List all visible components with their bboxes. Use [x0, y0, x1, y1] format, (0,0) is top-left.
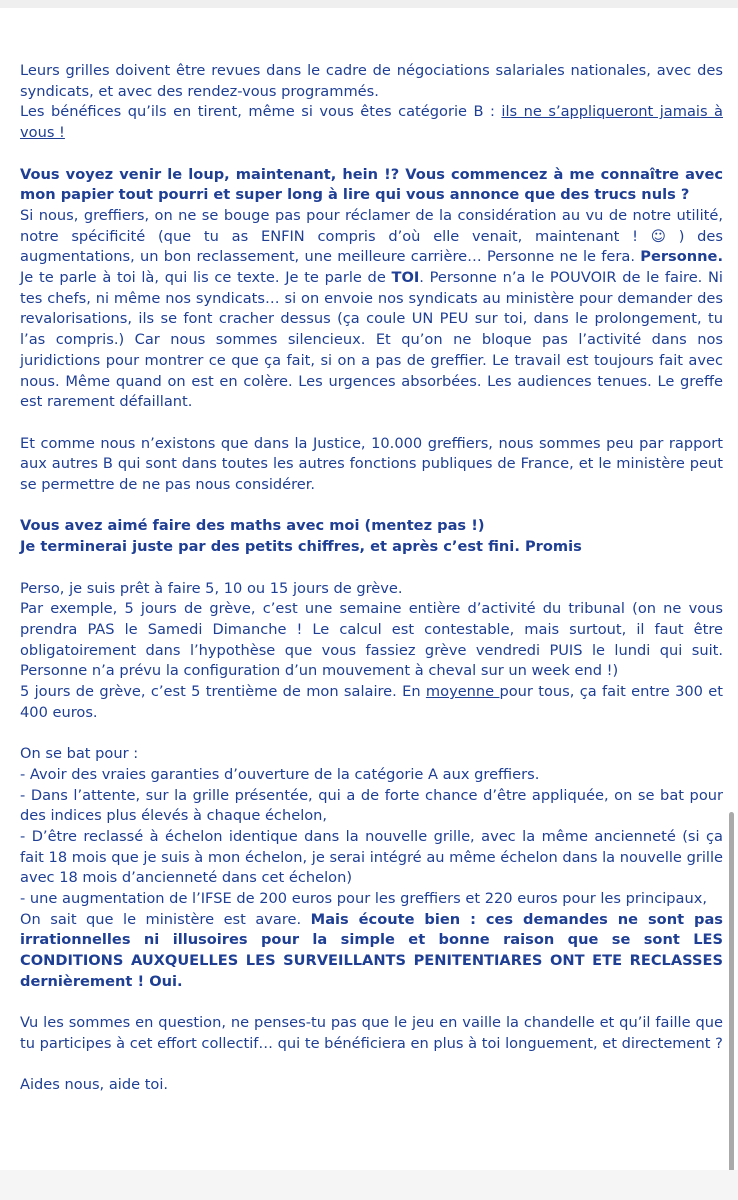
paragraph-justice: Et comme nous n’existons que dans la Justice, 10.000 greffiers, nous sommes peu par rapport aux autres B qui sont dans toutes les autres fonctions publiques de France, et le ministère peut se permettre de ne pas nous considérer.	[20, 434, 723, 494]
paragraph-maths	[20, 516, 723, 557]
paragraph-greve-line-2: Par exemple, 5 jours de grève, c’est une semaine entière d’activité du tribunal (on ne vous prendra PAS le Samedi Dimanche ! Le calcul est contestable, mais surtout, il faut être obligatoirement dans l’hypothèse que vous fassiez grève vendredi PUIS le lundi qui suit. Personne n’a prévu la configuration d’un mouvement à cheval sur un week end !)	[20, 600, 723, 680]
vertical-scrollbar[interactable]	[729, 812, 734, 1200]
paragraph-grilles-underlined: ils ne s’appliqueront jamais à vous !	[20, 103, 723, 142]
paragraph-loup-heading: Vous voyez venir le loup, maintenant, hein !? Vous commencez à me connaître avec mon papier tout pourri et super long à lire qui vous annonce que des trucs nuls ?	[20, 165, 723, 204]
paragraph-loup-bold-personne: Personne.	[640, 248, 723, 266]
revendications-item-3: - D’être reclassé à échelon identique dans la nouvelle grille, avec la même ancienneté (si ça fait 18 mois que je suis à mon échelon, je serai intégré au même échelon dans la nouvelle grille avec 18 mois d’ancienneté dans cet échelon)	[20, 827, 723, 887]
document-body	[20, 61, 723, 1117]
paragraph-final: Aides nous, aide toi.	[20, 1076, 169, 1094]
revendications-intro: On se bat pour :	[20, 745, 139, 763]
paragraph-greve-underlined: moyenne	[425, 683, 500, 701]
paragraph-greve-line-3	[20, 682, 723, 723]
paragraph-loup	[20, 165, 723, 413]
paragraph-loup-text-1: Si nous, greffiers, on ne se bouge pas pour réclamer de la considération au vu de notre utilité, notre spécificité (que tu as ENFIN compris d’où elle venait, maintenant ! ☺ ) des augmentations, un bon reclassement, une meilleure carrière… Personne ne le fera.	[20, 206, 723, 266]
paragraph-grilles-prefix: Les bénéfices qu’ils en tirent, même si vous êtes catégorie B :	[20, 103, 502, 121]
paragraph-maths-line-1: Vous avez aimé faire des maths avec moi (mentez pas !)	[20, 517, 485, 535]
paragraph-loup-text-3: . Personne n’a le POUVOIR de le faire. Ni tes chefs, ni même nos syndicats… si on envoie nos syndicats au ministère pour demander des revalorisations, ils se font cracher dessus (ça coule UN PEU sur toi, dans le prolongement, tu l’as compris.) Car nous sommes silencieux. Et qu’on ne bloque pas l’activité dans nos juridictions pour montrer ce que ça fait, si on a pas de greffier. Le travail est toujours fait avec nous. Même quand on est en colère. Les urgences absorbées. Les audiences tenues. Le greffe est rarement défaillant.	[20, 269, 723, 411]
paragraph-chandelle: Vu les sommes en question, ne penses-tu pas que le jeu en vaille la chandelle et qu’il faille que tu participes à cet effort collectif… qui te bénéficiera en plus à toi longuement, et directement ?	[20, 1014, 723, 1052]
revendications-conclusion-bold: Mais écoute bien : ces demandes ne sont pas irrationnelles ni illusoires pour la simple et bonne raison que se sont LES CONDITIONS AUXQUELLES LES SURVEILLANTS PENITENTIARES ONT ETE RECLASSES dernièrement ! Oui.	[20, 910, 723, 990]
top-edge	[0, 0, 738, 8]
revendications-item-1: - Avoir des vraies garanties d’ouverture de la catégorie A aux greffiers.	[20, 765, 540, 783]
paragraph-greve-prefix: 5 jours de grève, c’est 5 trentième de mon salaire. En	[20, 683, 426, 701]
paragraph-greve	[20, 579, 723, 724]
paragraph-grilles-line-1: Leurs grilles doivent être revues dans le cadre de négociations salariales nationales, avec des syndicats, et avec des rendez-vous programmés.	[20, 62, 723, 100]
paragraph-grilles-line-2	[20, 102, 723, 143]
paragraph-revendications	[20, 744, 723, 992]
paragraph-maths-line-2: Je terminerai juste par des petits chiffres, et après c’est fini. Promis	[20, 538, 582, 556]
paragraph-grilles	[20, 61, 723, 144]
revendications-conclusion	[20, 910, 723, 993]
revendications-item-4: - une augmentation de l’IFSE de 200 euros pour les greffiers et 220 euros pour les principaux,	[20, 890, 708, 908]
paragraph-loup-bold-toi: TOI	[391, 269, 420, 287]
revendications-item-2: - Dans l’attente, sur la grille présentée, qui a de forte chance d’être appliquée, on se bat pour des indices plus élevés à chaque échelon,	[20, 786, 723, 825]
revendications-conclusion-text: On sait que le ministère est avare.	[20, 910, 311, 928]
paragraph-greve-line-1: Perso, je suis prêt à faire 5, 10 ou 15 jours de grève.	[20, 579, 403, 597]
paragraph-loup-text-2: Je te parle à toi là, qui lis ce texte. Je te parle de	[20, 269, 392, 287]
bottom-edge	[0, 1170, 738, 1200]
paragraph-greve-suffix: pour tous, ça fait entre 300 et 400 euros.	[20, 683, 723, 721]
